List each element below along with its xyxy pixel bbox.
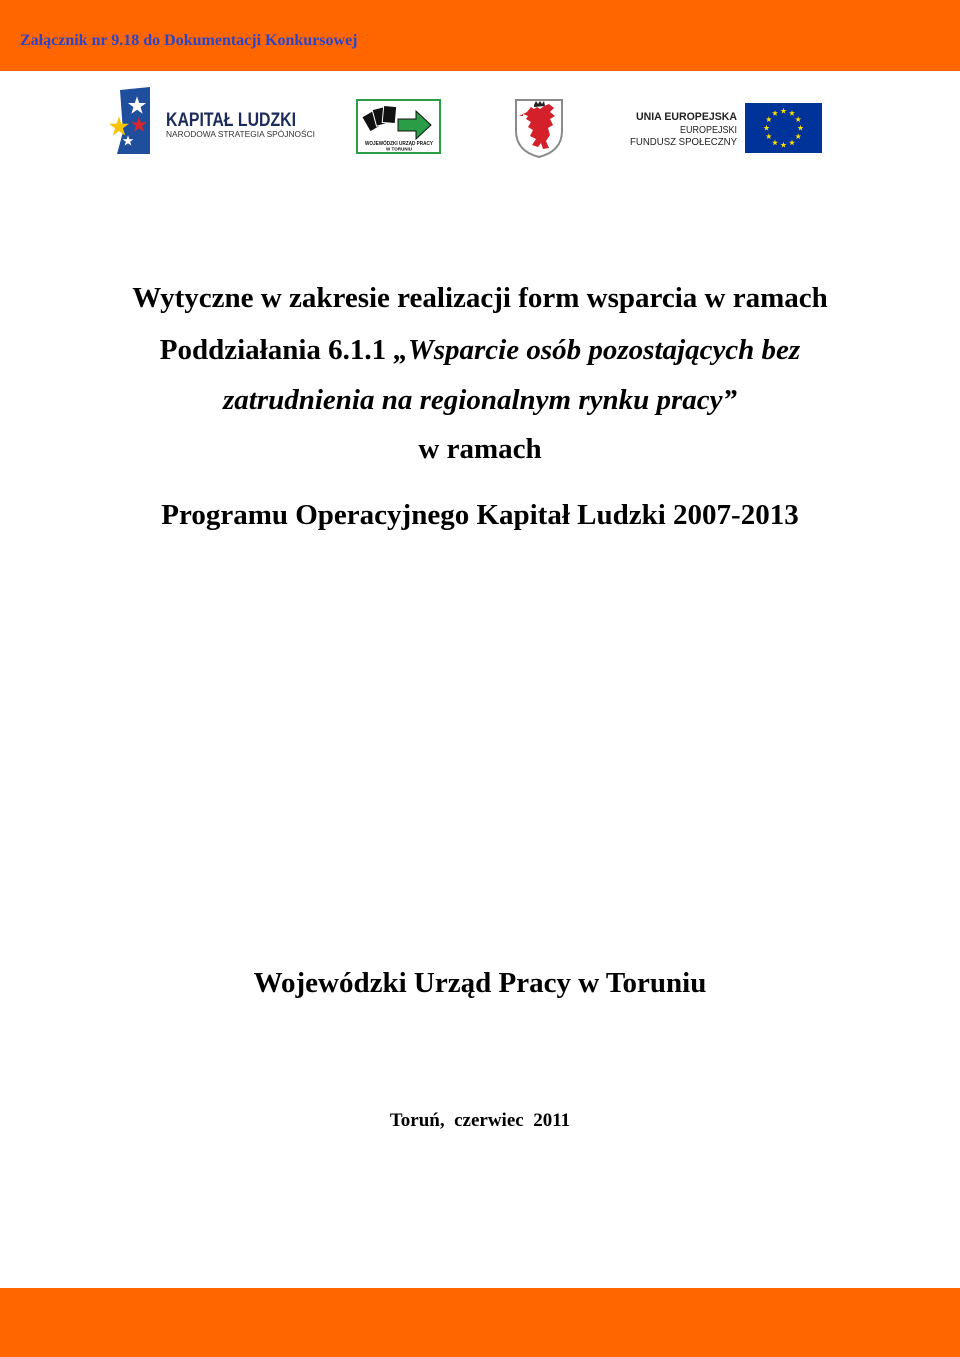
issuer: Wojewódzki Urząd Pracy w Toruniu [253,967,707,999]
kapital-ludzki-logo [108,86,320,158]
top-band [0,0,960,71]
kapital-ludzki-subtitle: NARODOWA STRATEGIA SPÓJNOŚCI [166,130,315,139]
eu-logo-line3: FUNDUSZ SPOŁECZNY [630,137,738,148]
title-line-2-prefix: Poddziałania 6.1.1 [159,334,394,366]
title-line-1: Wytyczne w zakresie realizacji form wsparcia w ramach [132,282,828,314]
title-line-3: zatrudnienia na regionalnym rynku pracy” [222,384,738,416]
eu-logo-line2: EUROPEJSKI [680,125,737,136]
title-line-5: Programu Operacyjnego Kapitał Ludzki 2007-2013 [161,499,799,531]
title-line-2 [0,333,960,367]
eu-logo [626,100,826,156]
wup-card [382,106,396,124]
annex-label: Załącznik nr 9.18 do Dokumentacji Konkursowej [20,32,358,49]
coat-of-arms-logo [513,97,565,159]
bottom-band [0,1288,960,1357]
wup-logo [356,99,442,155]
eu-logo-line1: UNIA EUROPEJSKA [636,111,738,123]
kapital-ludzki-emblem [117,87,150,154]
wup-logo-line1: WOJEWÓDZKI URZĄD PRACY [365,141,438,147]
title-line-2-italic: „Wsparcie osób pozostających bez [393,334,801,366]
kapital-ludzki-title: KAPITAŁ LUDZKI [166,110,296,131]
title-line-4: w ramach [418,433,542,465]
place-date: Toruń, czerwiec 2011 [389,1110,571,1131]
wup-logo-line2: W TORUNIU [386,146,412,152]
